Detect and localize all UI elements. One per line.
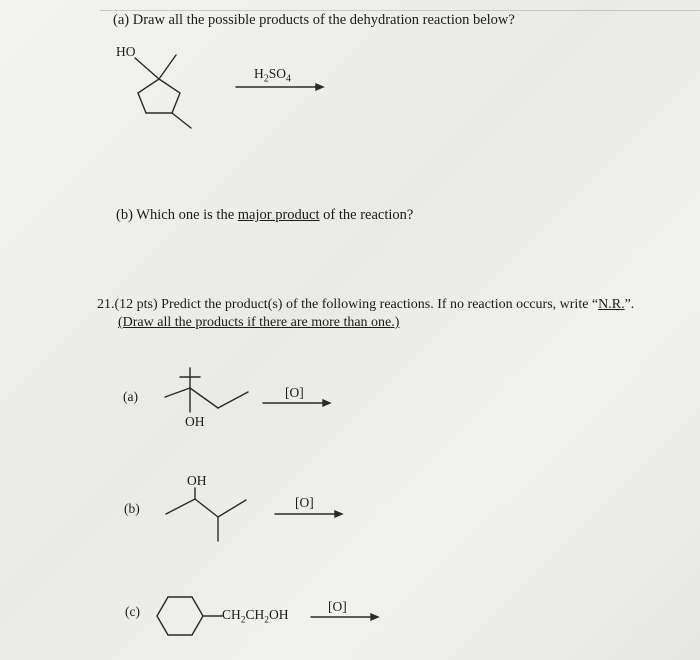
q21c-ch-b: CH [245, 607, 265, 622]
q20a-reagent-sub1: 2 [263, 73, 269, 85]
q20a-oh-bond [135, 58, 159, 79]
q21-points: (12 pts) [114, 297, 158, 312]
q21a-label: (a) [123, 389, 138, 404]
q21c-sub-b: 2 [264, 615, 270, 626]
q20a-arrow [236, 84, 323, 90]
q20a-reagent-so: SO [268, 66, 287, 81]
q20a-hydroxyl-label: HO [116, 44, 136, 59]
q21c-ring [157, 597, 203, 635]
q21c-structure [157, 597, 222, 635]
q20a-methyl-bond [159, 55, 176, 79]
q20b-text-pre: Which one is the [136, 207, 238, 223]
q21b-reagent: [O] [295, 495, 314, 510]
q21a-reagent: [O] [285, 385, 304, 400]
q20a-reagent-sub2: 4 [286, 73, 292, 85]
q21c-label: (c) [125, 604, 140, 619]
q20a-text: Draw all the possible products of the dehydration reaction below? [132, 12, 515, 28]
q21c-oh: OH [269, 607, 289, 622]
q21c-sub-a: 2 [240, 615, 246, 626]
q21c-ch-a: CH [222, 607, 241, 622]
q21b-oh-label: OH [187, 473, 207, 488]
q20b-text-underlined: major product [237, 207, 320, 223]
q21b-arrow [275, 511, 342, 517]
q21a-arrow [263, 400, 330, 406]
q21-nr: N.R. [598, 297, 625, 312]
q20a-ring [138, 79, 180, 113]
q21a-structure [165, 368, 248, 412]
q21-note: (Draw all the products if there are more than one.) [118, 315, 400, 330]
q21a-oh-label: OH [185, 414, 205, 429]
q21-text-post: ”. [624, 297, 635, 312]
q21-text-pre: Predict the product(s) of the following reactions. If no reaction occurs, write “ [157, 297, 599, 312]
q20a-cyclopentanol-structure [135, 55, 191, 128]
q21c-arrow [311, 614, 378, 620]
q21-number: 21. [97, 297, 115, 312]
q20a-reagent-h: H [254, 66, 264, 81]
q21b-label: (b) [124, 501, 140, 516]
q20a-ring-methyl-bond [172, 113, 191, 128]
q21b-structure [166, 488, 246, 541]
q20a-label: (a) [113, 12, 130, 28]
q21c-reagent: [O] [328, 599, 347, 614]
q20b-label: (b) [116, 207, 133, 223]
q20b-text-post: of the reaction? [319, 207, 414, 223]
